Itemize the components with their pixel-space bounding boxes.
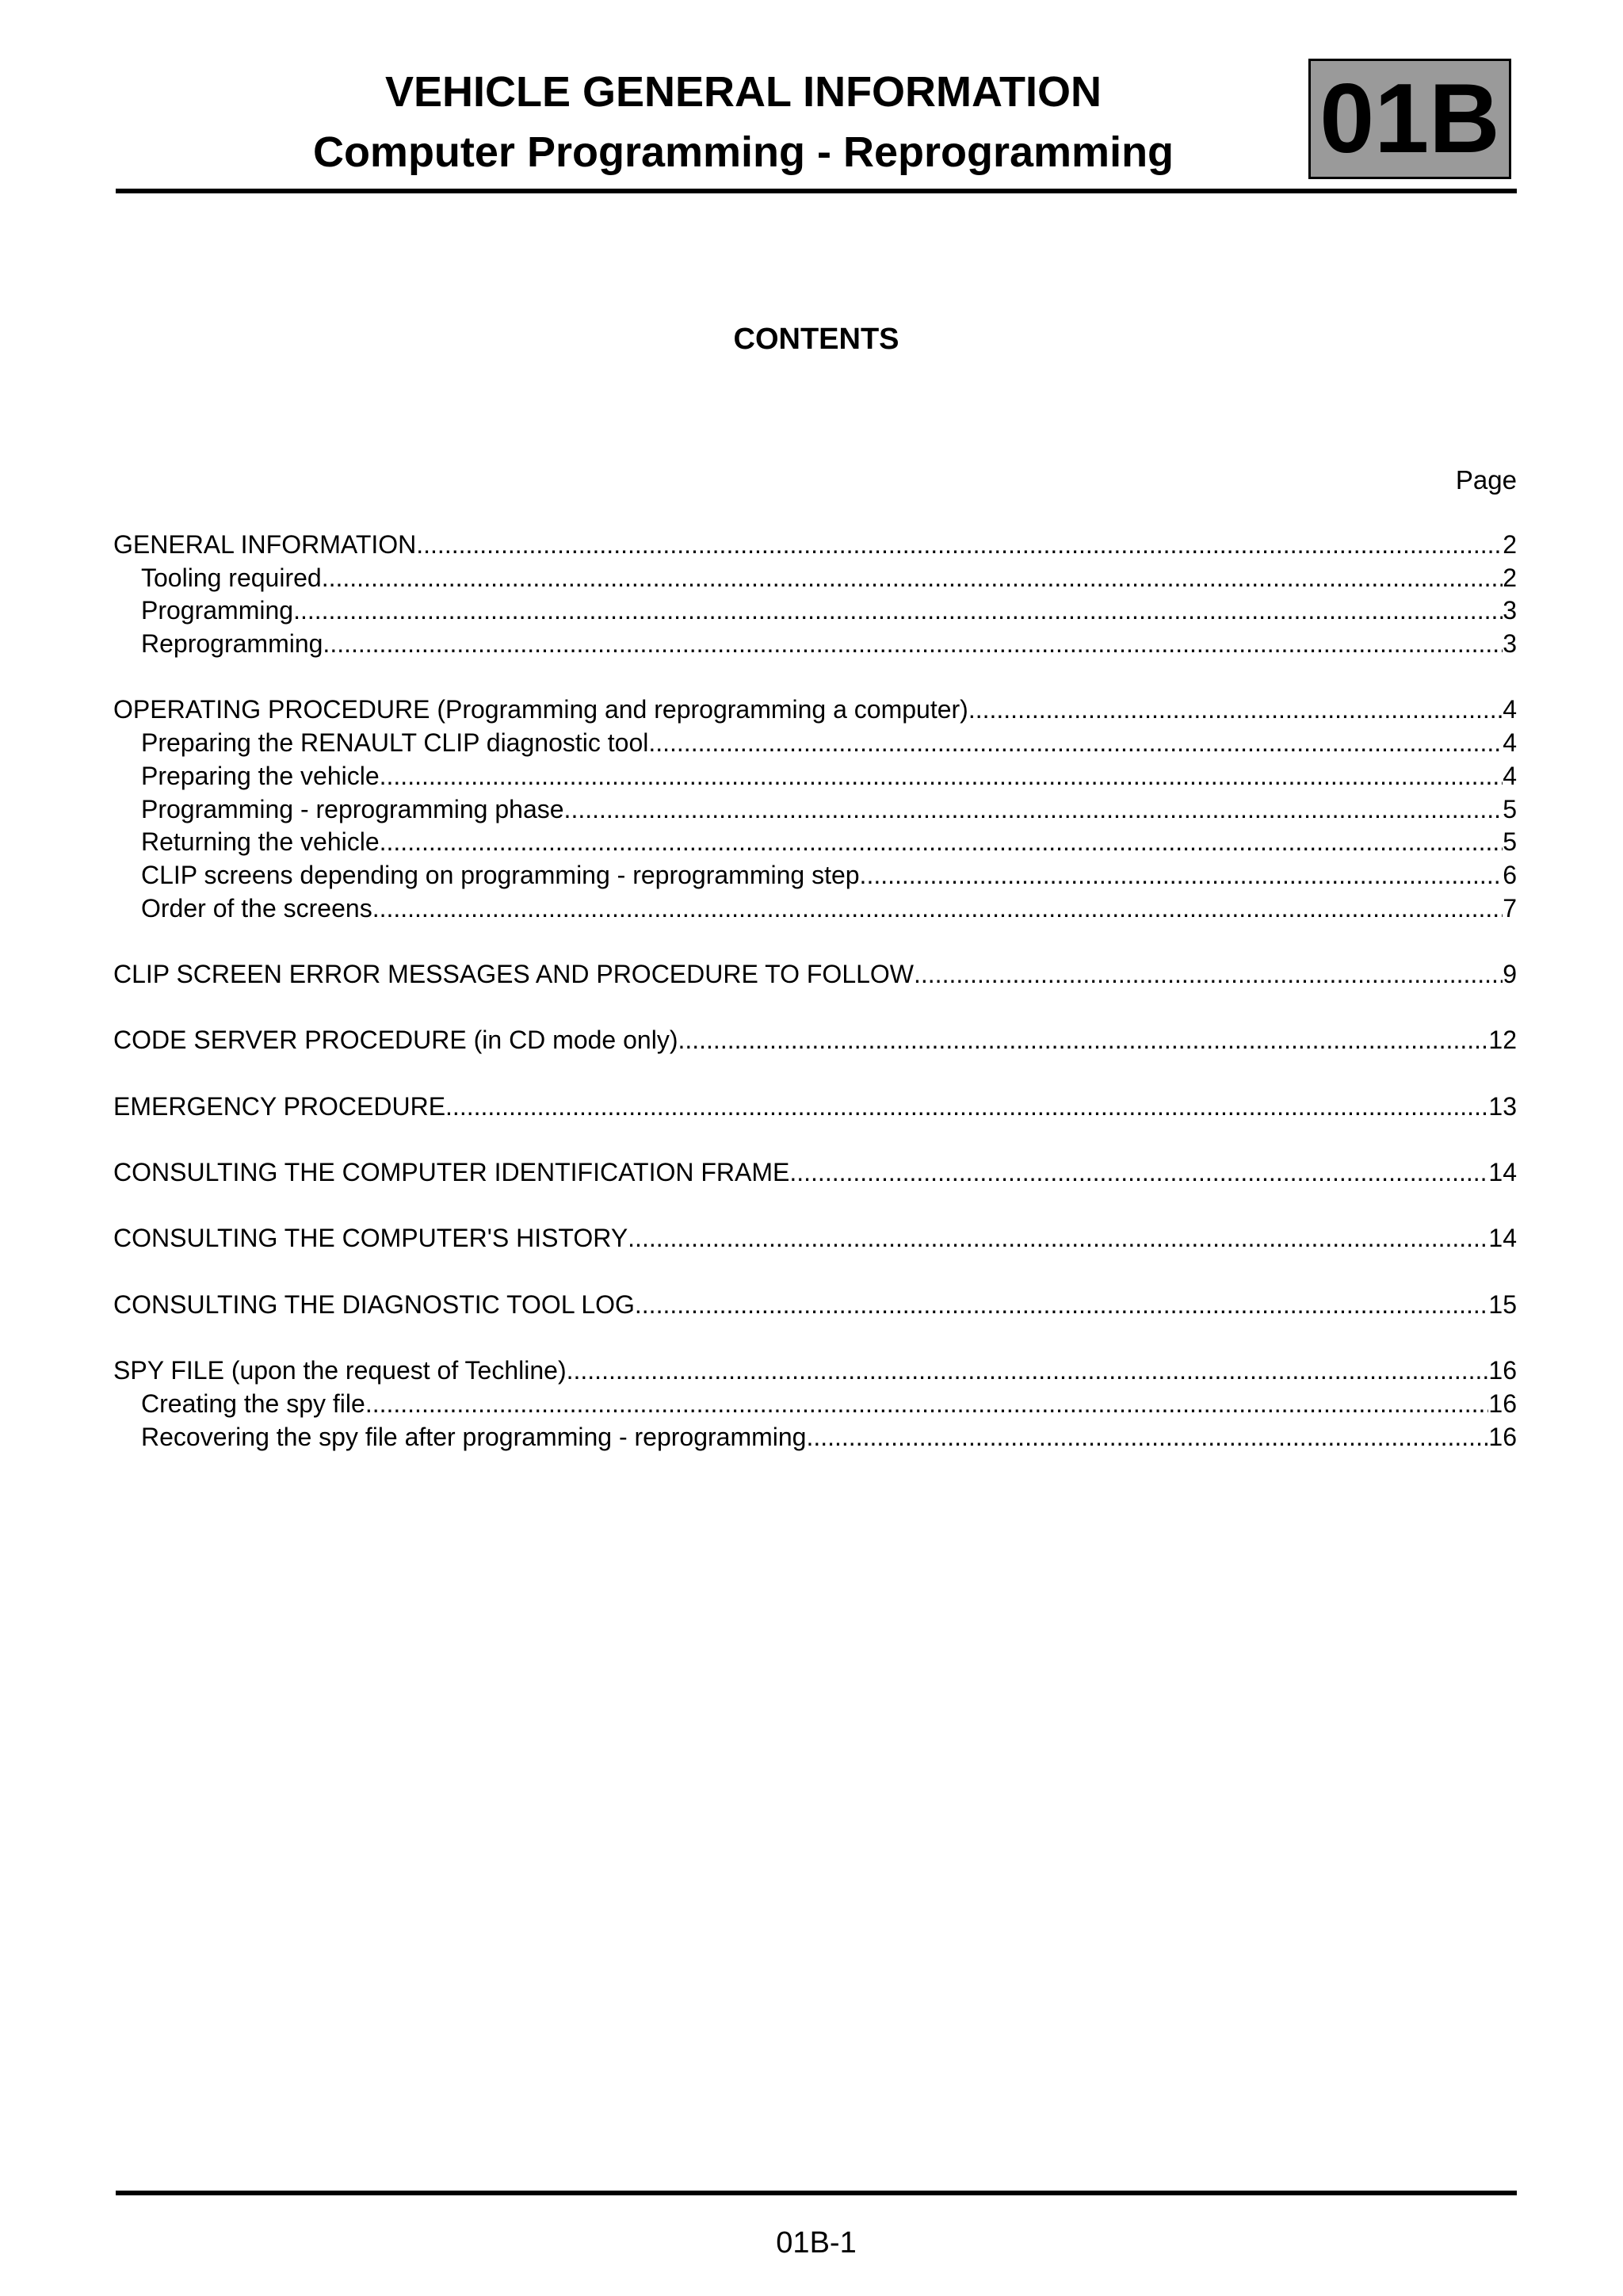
toc-entry[interactable]	[113, 1024, 1517, 1057]
toc-entry-title: CLIP screens depending on programming - reprogramming step	[141, 860, 860, 889]
toc-entry-page: 4	[1503, 695, 1517, 724]
toc-entry-page: 14	[1488, 1224, 1517, 1253]
toc-entry-title: Programming - reprogramming phase	[141, 794, 564, 823]
toc-entry[interactable]	[113, 1354, 1517, 1388]
toc-entry-title: CLIP SCREEN ERROR MESSAGES AND PROCEDURE TO FOLLOW	[113, 959, 914, 988]
toc-subentry[interactable]	[113, 1388, 1517, 1421]
header-titles	[116, 62, 1371, 182]
toc-leader-dots	[968, 693, 1503, 727]
toc-entry[interactable]	[113, 693, 1517, 727]
footer-rule	[116, 2191, 1517, 2195]
toc-entry-title: Preparing the RENAULT CLIP diagnostic tool	[141, 728, 649, 758]
toc-entry-page: 12	[1488, 1026, 1517, 1055]
toc-entry-title: CONSULTING THE COMPUTER IDENTIFICATION FRAME	[113, 1158, 790, 1187]
toc-entry[interactable]	[113, 958, 1517, 991]
footer-page-number: 01B-1	[776, 2226, 857, 2260]
table-of-contents	[113, 529, 1517, 1454]
toc-leader-dots	[914, 958, 1503, 991]
toc-entry-title: CONSULTING THE DIAGNOSTIC TOOL LOG	[113, 1289, 635, 1319]
toc-entry-page: 16	[1488, 1389, 1517, 1418]
toc-entry-title: Reprogramming	[141, 629, 323, 659]
toc-leader-dots	[860, 859, 1503, 892]
toc-entry-page: 3	[1503, 596, 1517, 625]
toc-subentry[interactable]	[113, 760, 1517, 793]
toc-entry-title: Creating the spy file	[141, 1389, 365, 1418]
toc-entry-page: 6	[1503, 860, 1517, 889]
toc-entry-page: 16	[1488, 1422, 1517, 1451]
toc-subentry[interactable]	[113, 628, 1517, 661]
toc-entry-title: Order of the screens	[141, 893, 372, 923]
toc-leader-dots	[323, 628, 1503, 661]
toc-leader-dots	[380, 826, 1503, 859]
toc-entry-page: 3	[1503, 629, 1517, 659]
toc-entry-page: 4	[1503, 728, 1517, 758]
toc-entry[interactable]	[113, 1222, 1517, 1255]
toc-entry-title: GENERAL INFORMATION	[113, 530, 417, 559]
toc-leader-dots	[293, 594, 1503, 628]
page-column-label: Page	[1455, 465, 1517, 495]
toc-entry-page: 9	[1503, 959, 1517, 988]
toc-entry-title: EMERGENCY PROCEDURE	[113, 1091, 446, 1121]
toc-leader-dots	[806, 1421, 1488, 1454]
toc-entry[interactable]	[113, 529, 1517, 562]
toc-leader-dots	[365, 1388, 1489, 1421]
toc-subentry[interactable]	[113, 859, 1517, 892]
page-header	[116, 55, 1517, 195]
toc-entry-title: SPY FILE (upon the request of Techline)	[113, 1356, 567, 1385]
toc-leader-dots	[628, 1222, 1488, 1255]
toc-entry-title: OPERATING PROCEDURE (Programming and reprogramming a computer)	[113, 695, 968, 724]
toc-entry[interactable]	[113, 1289, 1517, 1322]
toc-entry-title: Tooling required	[141, 563, 322, 592]
toc-entry-page: 7	[1503, 893, 1517, 923]
toc-entry-title: Programming	[141, 596, 294, 625]
toc-leader-dots	[678, 1024, 1488, 1057]
toc-subentry[interactable]	[113, 727, 1517, 760]
toc-entry-title: Returning the vehicle	[141, 827, 380, 857]
toc-entry-title: CODE SERVER PROCEDURE (in CD mode only)	[113, 1026, 678, 1055]
toc-leader-dots	[380, 760, 1503, 793]
toc-leader-dots	[416, 529, 1503, 562]
toc-subentry[interactable]	[113, 594, 1517, 628]
toc-subentry[interactable]	[113, 562, 1517, 595]
header-subtitle: Computer Programming - Reprogramming	[312, 128, 1174, 176]
toc-subentry[interactable]	[113, 793, 1517, 827]
toc-leader-dots	[322, 562, 1503, 595]
toc-entry-title: Preparing the vehicle	[141, 761, 380, 790]
toc-leader-dots	[372, 892, 1503, 926]
toc-subentry[interactable]	[113, 1421, 1517, 1454]
toc-entry-page: 13	[1488, 1091, 1517, 1121]
contents-heading: CONTENTS	[733, 323, 899, 356]
toc-leader-dots	[635, 1289, 1489, 1322]
toc-entry[interactable]	[113, 1091, 1517, 1124]
toc-leader-dots	[564, 793, 1503, 827]
section-code-badge: 01B	[1308, 59, 1511, 179]
header-title: VEHICLE GENERAL INFORMATION	[384, 68, 1102, 116]
toc-leader-dots	[445, 1091, 1488, 1124]
toc-entry[interactable]	[113, 1156, 1517, 1190]
toc-entry-page: 5	[1503, 794, 1517, 823]
toc-entry-page: 5	[1503, 827, 1517, 857]
toc-entry-page: 2	[1503, 530, 1517, 559]
toc-entry-page: 15	[1488, 1289, 1517, 1319]
toc-subentry[interactable]	[113, 826, 1517, 859]
toc-subentry[interactable]	[113, 892, 1517, 926]
toc-entry-page: 2	[1503, 563, 1517, 592]
header-rule	[116, 189, 1517, 193]
toc-entry-page: 14	[1488, 1158, 1517, 1187]
toc-leader-dots	[789, 1156, 1488, 1190]
toc-entry-page: 16	[1488, 1356, 1517, 1385]
toc-leader-dots	[567, 1354, 1489, 1388]
toc-entry-title: CONSULTING THE COMPUTER'S HISTORY	[113, 1224, 628, 1253]
toc-entry-page: 4	[1503, 761, 1517, 790]
toc-leader-dots	[648, 727, 1503, 760]
toc-entry-title: Recovering the spy file after programming - reprogramming	[141, 1422, 807, 1451]
